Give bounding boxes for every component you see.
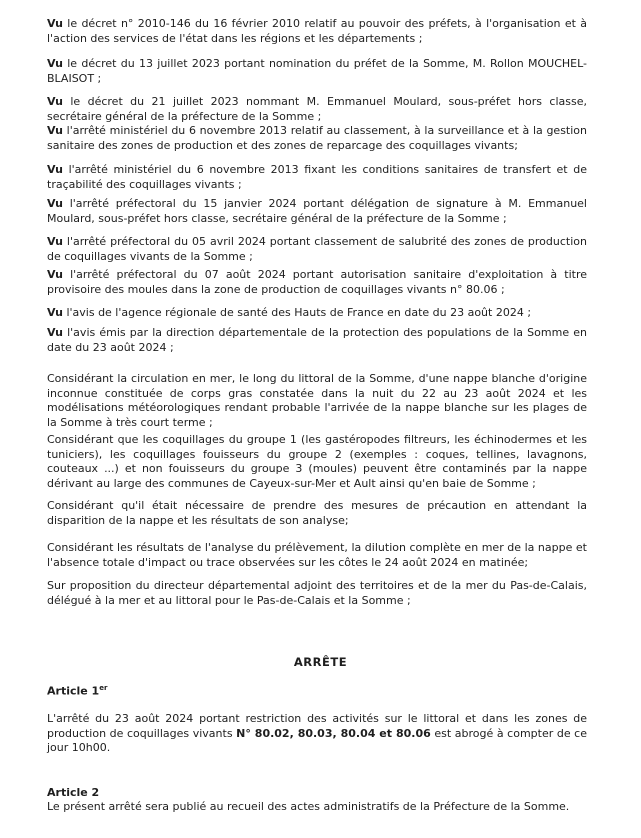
visa-paragraph xyxy=(47,326,587,355)
considerant-paragraph: Considérant qu'il était nécessaire de prendre des mesures de précaution en attendant la disparition de la nappe et les résultats de son analyse; xyxy=(47,499,587,527)
visa-keyword: Vu xyxy=(47,235,63,248)
article-1-text xyxy=(47,712,587,756)
visa-keyword: Vu xyxy=(47,163,63,176)
visa-keyword: Vu xyxy=(47,197,63,210)
proposition-paragraph: Sur proposition du directeur départemental adjoint des territoires et de la mer du Pas-de-Calais, délégué à la mer et au littoral pour le Pas-de-Calais et la Somme ; xyxy=(47,579,587,607)
visa-keyword: Vu xyxy=(47,268,63,281)
decree-title: ARRÊTE xyxy=(293,655,348,669)
considerant-paragraph: Considérant que les coquillages du groupe 1 (les gastéropodes filtreurs, les échinodermes et les tuniciers), les coquillages fouisseurs du groupe 2 (exemples : coques, tellines, lavagnons, couteaux ...) et non fouisseurs du groupe 3 (moules) peuvent être contaminés par la nappe dérivant au large des communes de Cayeux-sur-Mer et Ault ainsi qu'en baie de Somme ; xyxy=(47,433,587,490)
visa-paragraph xyxy=(47,306,587,321)
visa-text: le décret n° 2010-146 du 16 février 2010 relatif au pouvoir des préfets, à l'organisation et à l'action des services de l'état dans les régions et les départements ; xyxy=(47,17,587,45)
visa-text: le décret du 21 juillet 2023 nommant M. Emmanuel Moulard, sous-préfet hors classe, secrétaire général de la préfecture de la Somme ; xyxy=(47,95,587,123)
article-1-heading xyxy=(47,684,107,698)
visa-paragraph xyxy=(47,235,587,264)
visa-text: l'avis émis par la direction départementale de la protection des populations de la Somme en date du 23 août 2024 ; xyxy=(47,326,587,354)
considerant-paragraph: Considérant la circulation en mer, le long du littoral de la Somme, d'une nappe blanche d'origine inconnue constituée de corps gras constatée dans la nuit du 22 au 23 août 2024 et les modélisations météorologiques rendant probable l'arrivée de la nappe blanche sur les plages de la Somme à très court terme ; xyxy=(47,372,587,429)
visa-keyword: Vu xyxy=(47,326,63,339)
visa-text: l'arrêté préfectoral du 07 août 2024 portant autorisation sanitaire d'exploitation à titre provisoire des moules dans la zone de production de coquillages vivants n° 80.06 ; xyxy=(47,268,587,296)
visa-keyword: Vu xyxy=(47,17,63,30)
visa-text: l'arrêté ministériel du 6 novembre 2013 fixant les conditions sanitaires de transfert et de traçabilité des coquillages vivants ; xyxy=(47,163,587,191)
visa-text: l'avis de l'agence régionale de santé des Hauts de France en date du 23 août 2024 ; xyxy=(62,306,532,319)
visa-paragraph xyxy=(47,17,587,46)
visa-keyword: Vu xyxy=(47,57,63,70)
article-1-text-after: est abrogé à compter de ce jour 10h00. xyxy=(47,726,587,754)
visa-text: le décret du 13 juillet 2023 portant nomination du préfet de la Somme, M. Rollon MOUCHEL-BLAISOT ; xyxy=(47,57,587,85)
visa-paragraph xyxy=(47,95,587,124)
considerant-paragraph: Considérant les résultats de l'analyse du prélèvement, la dilution complète en mer de la nappe et l'absence totale d'impact ou trace observées sur les côtes le 24 août 2024 en matinée; xyxy=(47,541,587,569)
visa-keyword: Vu xyxy=(47,306,63,319)
article-1-zone-numbers: N° 80.02, 80.03, 80.04 et 80.06 xyxy=(236,726,431,740)
article-1-heading-text: Article 1 xyxy=(47,684,100,698)
visa-keyword: Vu xyxy=(47,95,63,108)
visa-paragraph xyxy=(47,57,587,86)
article-2-heading: Article 2 xyxy=(47,786,100,799)
visa-text: l'arrêté préfectoral du 15 janvier 2024 portant délégation de signature à M. Emmanuel Moulard, sous-préfet hors classe, secrétaire général de la préfecture de la Somme ; xyxy=(47,197,587,225)
visa-paragraph xyxy=(47,124,587,153)
visa-paragraph xyxy=(47,163,587,192)
visa-paragraph xyxy=(47,268,587,297)
article-2-text: Le présent arrêté sera publié au recueil des actes administratifs de la Préfecture de la Somme. xyxy=(47,800,570,813)
visa-text: l'arrêté préfectoral du 05 avril 2024 portant classement de salubrité des zones de production de coquillages vivants de la Somme ; xyxy=(47,235,587,263)
visa-keyword: Vu xyxy=(47,124,63,137)
visa-paragraph xyxy=(47,197,587,226)
visa-text: l'arrêté ministériel du 6 novembre 2013 relatif au classement, à la surveillance et à la gestion sanitaire des zones de production et des zones de reparcage des coquillages vivants; xyxy=(47,124,587,152)
article-1-text-before: L'arrêté du 23 août 2024 portant restriction des activités sur le littoral et dans les zones de production de coquillages vivants xyxy=(47,712,587,740)
article-1-heading-sup: er xyxy=(99,684,108,692)
